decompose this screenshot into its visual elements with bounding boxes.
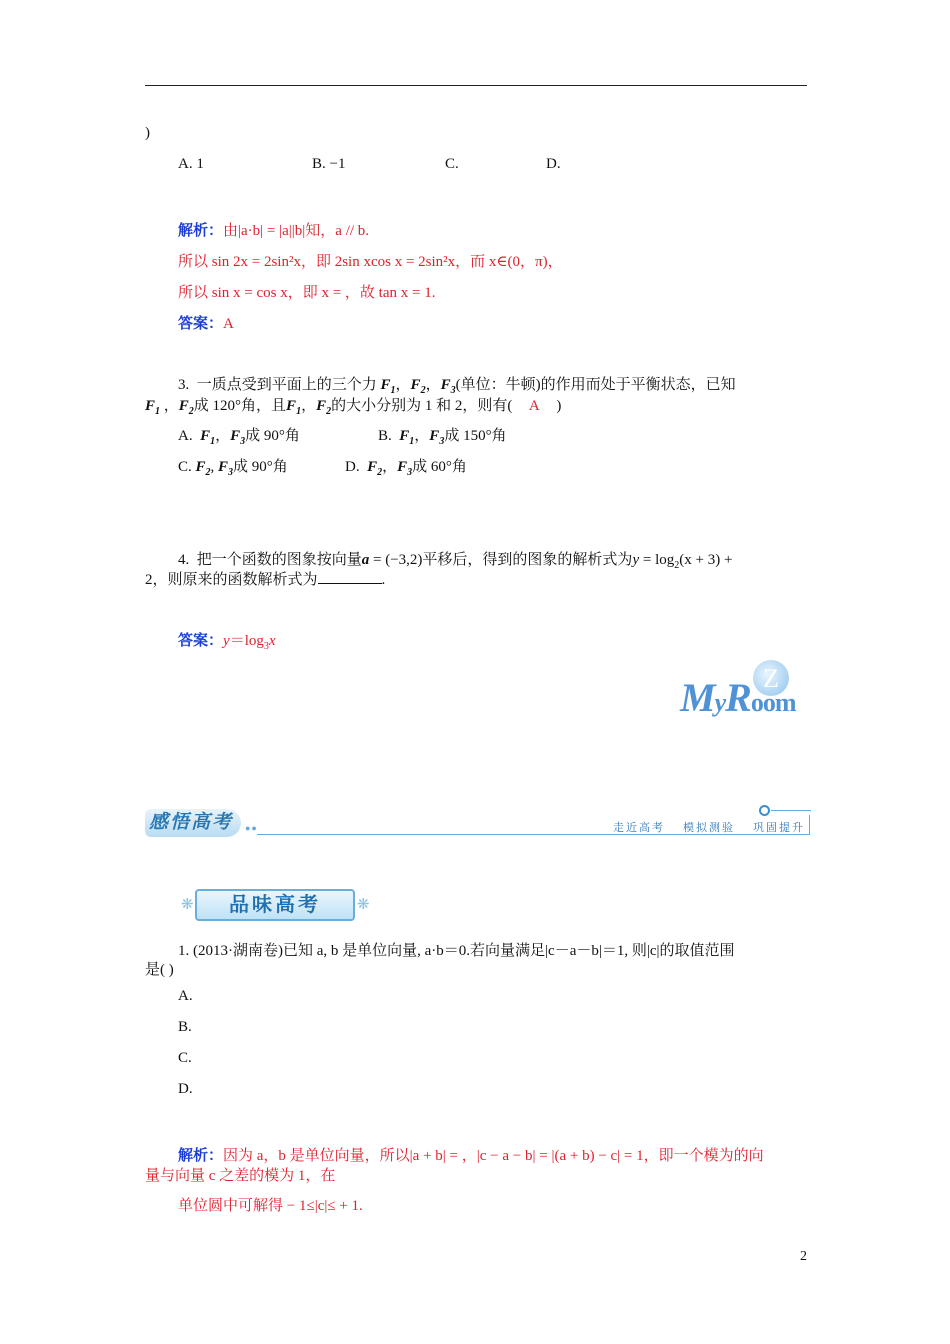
q4-number: 4.: [178, 552, 190, 568]
myroom-logo: [680, 660, 840, 720]
force-f1-sub: 1: [210, 436, 216, 447]
q2-stem-tail: ): [145, 125, 150, 141]
banner-dots: ●●: [245, 823, 258, 833]
q3-option-a: A. $F_1$，$F_3$成 90°角: [178, 428, 300, 447]
force-f2-sub: 2: [326, 406, 332, 417]
analysis-label: 解析：: [178, 223, 224, 239]
answer-y: y: [223, 633, 230, 649]
banner-item-approach: 走近高考: [613, 822, 665, 834]
q4-stem-b: = (−3,2)平移后，得到的图象的解析式为: [369, 552, 633, 568]
q3-option-d: D. $F_2$，$F_3$成 60°角: [345, 459, 467, 478]
force-f1: F: [145, 398, 156, 414]
ornament-right-icon: ❋: [357, 897, 370, 913]
force-f1: F: [286, 398, 297, 414]
logo-r: R: [725, 675, 751, 720]
logo-text: [680, 674, 795, 721]
analysis-text: 由|a·b| = |a||b|知，a // b.: [223, 223, 370, 239]
q3-close: ): [556, 398, 562, 414]
p1-option-a: A.: [178, 988, 193, 1004]
answer-label: 答案：: [178, 316, 224, 332]
answer-base: 3: [263, 641, 269, 652]
force-f3-sub: 3: [228, 467, 234, 478]
banner-vertical-rule: [809, 815, 810, 835]
q2-option-a: A. 1: [178, 156, 204, 172]
force-f1-sub: 1: [409, 436, 415, 447]
logo-m: M: [680, 675, 715, 720]
q2-analysis-line3: 所以 sin x = cos x，即 x = ，故 tan x = 1.: [178, 285, 436, 301]
option-label: B.: [378, 428, 392, 444]
force-f2-sub: 2: [205, 467, 211, 478]
force-f1: F: [200, 428, 211, 444]
force-f3: F: [218, 459, 229, 475]
p1-option-c: C.: [178, 1050, 192, 1066]
force-f3-sub: 3: [439, 436, 445, 447]
banner-title: 感悟高考: [145, 809, 241, 837]
option-label: C.: [178, 459, 192, 475]
subheading-title: 品味高考: [195, 889, 355, 921]
q4-stem-a: 把一个函数的图象按向量: [196, 552, 362, 568]
force-f1-sub: 1: [390, 385, 396, 396]
force-f2-sub: 2: [420, 385, 426, 396]
p1-option-d: D.: [178, 1081, 193, 1097]
option-text: 成 150°角: [444, 428, 507, 444]
answer-value: A: [223, 316, 234, 332]
p1-option-b: B.: [178, 1019, 192, 1035]
force-f1-sub: 1: [296, 406, 302, 417]
q3-stem-c: 成 120°角，且: [193, 398, 287, 414]
answer-x: x: [268, 633, 276, 649]
q2-option-c: C.: [445, 156, 459, 172]
p1-analysis-line2: 量与向量 c 之差的模为 1，在: [145, 1168, 336, 1184]
answer-blank: [318, 571, 382, 584]
header-rule: [145, 85, 807, 86]
force-f1: F: [380, 377, 391, 393]
q3-line2: $F_1$ ，$F_2$成 120°角，且$F_1$，$F_2$的大小分别为 1 和 2，则有( A ): [145, 398, 562, 417]
q2-answer: [178, 312, 234, 333]
force-f1-sub: 1: [155, 406, 161, 417]
p1-line1: [178, 939, 735, 960]
logo-oom: oom: [750, 688, 796, 717]
banner-top-rule: [771, 810, 811, 811]
answer-eq: ＝log: [229, 633, 264, 649]
banner-nav: [595, 819, 805, 835]
q3-option-b: B. $F_1$，$F_3$成 150°角: [378, 428, 507, 447]
p1-number: 1.: [178, 943, 190, 959]
q2-analysis-line2: 所以 sin 2x = 2sin²x，即 2sin xcos x = 2sin²x，而 x∈(0，π)，: [178, 254, 563, 270]
answer-label: 答案：: [178, 633, 224, 649]
banner-item-consolidate: 巩固提升: [753, 822, 805, 834]
p1-stem: (2013·湖南卷)已知 a, b 是单位向量, a·b＝0.若向量满足|c－a－b|＝1, 则|c|的取值范围: [193, 943, 735, 959]
ornament-left-icon: ❋: [181, 897, 194, 913]
force-f2: F: [195, 459, 206, 475]
logo-y: y: [714, 688, 726, 717]
option-text: 成 90°角: [233, 459, 288, 475]
force-f2-sub: 2: [377, 467, 383, 478]
q2-option-b: B. −1: [312, 156, 346, 172]
q3-number: 3.: [178, 377, 190, 393]
q4-line2: [145, 568, 385, 589]
q3-answer: A: [528, 398, 540, 414]
option-label: D.: [345, 459, 360, 475]
option-label: A.: [178, 428, 193, 444]
force-f3-sub: 3: [450, 385, 456, 396]
q3-stem-d: 的大小分别为 1 和 2，则有(: [331, 398, 513, 414]
q4-line2-end: .: [381, 572, 386, 588]
vector-a: a: [361, 552, 370, 568]
option-text: 成 90°角: [245, 428, 300, 444]
q2-analysis-line1: [178, 219, 369, 240]
force-f1: F: [399, 428, 410, 444]
log-base: 2: [674, 560, 680, 571]
banner-item-mock: 模拟测验: [683, 822, 735, 834]
force-f2: F: [178, 398, 189, 414]
q4-line2-text: 2，则原来的函数解析式为: [145, 572, 318, 588]
q4-eq: = log: [639, 552, 675, 568]
q4-arg: (x + 3) +: [679, 552, 733, 568]
section-banner: [145, 805, 811, 839]
force-f2-sub: 2: [188, 406, 194, 417]
subheading: [181, 884, 371, 926]
analysis-label: 解析：: [178, 1148, 224, 1164]
p1-line2: 是( ): [145, 962, 174, 978]
force-f3: F: [230, 428, 241, 444]
analysis-text: 因为 a，b 是单位向量，所以|a + b| = ，|c − a − b| = |(a + b) − c| = 1，即一个模为的向: [223, 1148, 764, 1164]
q3-stem-b: (单位：牛顿)的作用而处于平衡状态，已知: [455, 377, 736, 393]
q3-option-c: C. $F_2$, $F_3$成 90°角: [178, 459, 288, 478]
q3-stem-a: 一质点受到平面上的三个力: [196, 377, 377, 393]
p1-analysis-line3: 单位圆中可解得 − 1≤|c|≤ + 1.: [178, 1198, 363, 1214]
option-text: 成 60°角: [412, 459, 467, 475]
force-f3-sub: 3: [407, 467, 413, 478]
force-f3: F: [429, 428, 440, 444]
q4-answer: [178, 629, 276, 652]
banner-circle-icon: [759, 805, 770, 816]
q3-line1: 3. 一质点受到平面上的三个力 $F_1$，$F_2$，$F_3$(单位：牛顿)的作用而处于平衡状态，已知: [178, 377, 736, 396]
page-number: 2: [800, 1249, 807, 1264]
force-f2: F: [316, 398, 327, 414]
force-f3: F: [440, 377, 451, 393]
force-f3: F: [397, 459, 408, 475]
force-f3-sub: 3: [240, 436, 246, 447]
p1-analysis-line1: [178, 1144, 764, 1165]
q2-option-d: D.: [546, 156, 561, 172]
logo-badge-letter: Z: [763, 664, 779, 693]
force-f2: F: [367, 459, 378, 475]
var-y: y: [632, 552, 640, 568]
force-f2: F: [410, 377, 421, 393]
